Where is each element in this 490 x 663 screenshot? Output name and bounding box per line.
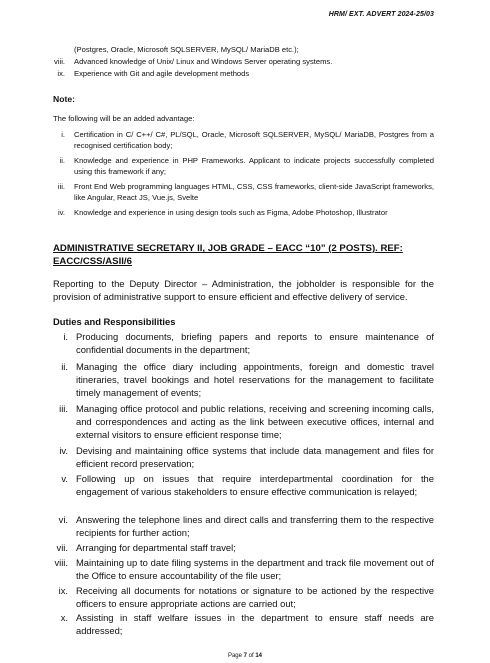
list-number: i. (61, 130, 65, 139)
list-text: (Postgres, Oracle, Microsoft SQLSERVER, MySQL/ MariaDB etc.); (74, 45, 299, 54)
list-number: viii. (54, 57, 65, 66)
list-text: Experience with Git and agile development methods (74, 69, 250, 78)
of-label: of (248, 653, 254, 659)
list-number: ii. (61, 361, 68, 372)
duty-item (52, 473, 434, 499)
list-text: Managing office protocol and public relations, receiving and screening incoming calls, and correspondences and acting as the link between executive offices, internal and external visitors to ensure efficient response time; (76, 403, 434, 440)
list-text: Producing documents, briefing papers and reports to ensure maintenance of confidential documents in the department; (76, 331, 434, 355)
advert-reference: HRM/ EXT. ADVERT 2024-25/03 (328, 11, 434, 18)
list-number: iii. (59, 403, 68, 414)
duty-item (52, 361, 434, 399)
list-number: ix. (57, 69, 65, 78)
position-heading-line1: ADMINISTRATIVE SECRETARY II, JOB GRADE – EACC “10” (2 POSTS). REF: (53, 243, 403, 254)
list-text: Arranging for departmental staff travel; (76, 542, 236, 553)
duty-item (52, 514, 434, 540)
list-number: iv. (59, 445, 68, 456)
page-number: 7 (243, 653, 247, 659)
list-number: ii. (59, 156, 65, 165)
requirement-item (52, 57, 434, 68)
advantage-item (52, 156, 434, 177)
list-number: iii. (57, 182, 65, 191)
position-heading (53, 242, 433, 268)
list-number (52, 45, 74, 56)
advantage-item (52, 182, 434, 203)
list-text: Managing the office diary including appointments, foreign and domestic travel itineraries, travel bookings and hotel reservations for the management to facilitate timely management of events; (76, 361, 434, 398)
advantage-item (52, 130, 434, 151)
list-text: Certification in C/ C++/ C#, PL/SQL, Oracle, Microsoft SQLSERVER, MySQL/ MariaDB, Postgres from a recognised certification body; (74, 130, 434, 150)
note-title: Note: (53, 94, 75, 104)
page-label: Page (227, 653, 242, 659)
duty-item (52, 403, 434, 441)
list-number: vii. (56, 542, 68, 553)
note-intro: The following will be an added advantage: (53, 114, 195, 123)
list-number: x. (60, 612, 68, 623)
list-text: Answering the telephone lines and direct calls and transferring them to the respective recipients for further action; (76, 514, 434, 538)
duties-title: Duties and Responsibilities (53, 316, 176, 327)
list-text: Advanced knowledge of Unix/ Linux and Windows Server operating systems. (74, 57, 333, 66)
list-number: i. (63, 331, 68, 342)
duty-item (52, 331, 434, 357)
requirement-continuation (52, 45, 434, 56)
list-text: Devising and maintaining office systems that include data management and files for efficient record preservation; (76, 445, 434, 469)
duty-item (52, 542, 434, 555)
list-text: Receiving all documents for notations or signature to be actioned by the respective officers to ensure appropriate actions are carried out; (76, 585, 434, 609)
list-text: Following up on issues that require interdepartmental coordination for the engagement of various stakeholders to ensure effective communication is relayed; (76, 473, 434, 497)
position-reference: EACC/CSS/ASII/6 (53, 256, 132, 267)
list-text: Knowledge and experience in using design tools such as Figma, Adobe Photoshop, Illustrator (74, 208, 388, 217)
list-number: ix. (58, 585, 68, 596)
list-number: vi. (58, 514, 68, 525)
list-text: Knowledge and experience in PHP Frameworks. Applicant to indicate projects successfully completed using this framework if any; (74, 156, 434, 176)
page-footer (0, 653, 490, 659)
advantage-item (52, 208, 434, 219)
list-text: Assisting in staff welfare issues in the department to ensure staff needs are addressed; (76, 612, 434, 636)
list-text: Maintaining up to date filing systems in the department and track file movement out of the Office to ensure accountability of the file user; (76, 557, 434, 581)
list-number: v. (61, 473, 68, 484)
list-number: iv. (57, 208, 65, 217)
page-total: 14 (255, 653, 263, 659)
requirement-item (52, 69, 434, 80)
duty-item (52, 557, 434, 583)
list-text: Front End Web programming languages HTML, CSS, CSS frameworks, client-side JavaScript frameworks, like Angular, React JS, Vue.js, Svelte (74, 182, 434, 202)
duty-item (52, 585, 434, 611)
duty-item (52, 445, 434, 471)
list-number: viii. (54, 557, 68, 568)
duty-item (52, 612, 434, 638)
position-summary: Reporting to the Deputy Director – Administration, the jobholder is responsible for the provision of administrative support to ensure efficient and effective delivery of service. (53, 278, 434, 302)
